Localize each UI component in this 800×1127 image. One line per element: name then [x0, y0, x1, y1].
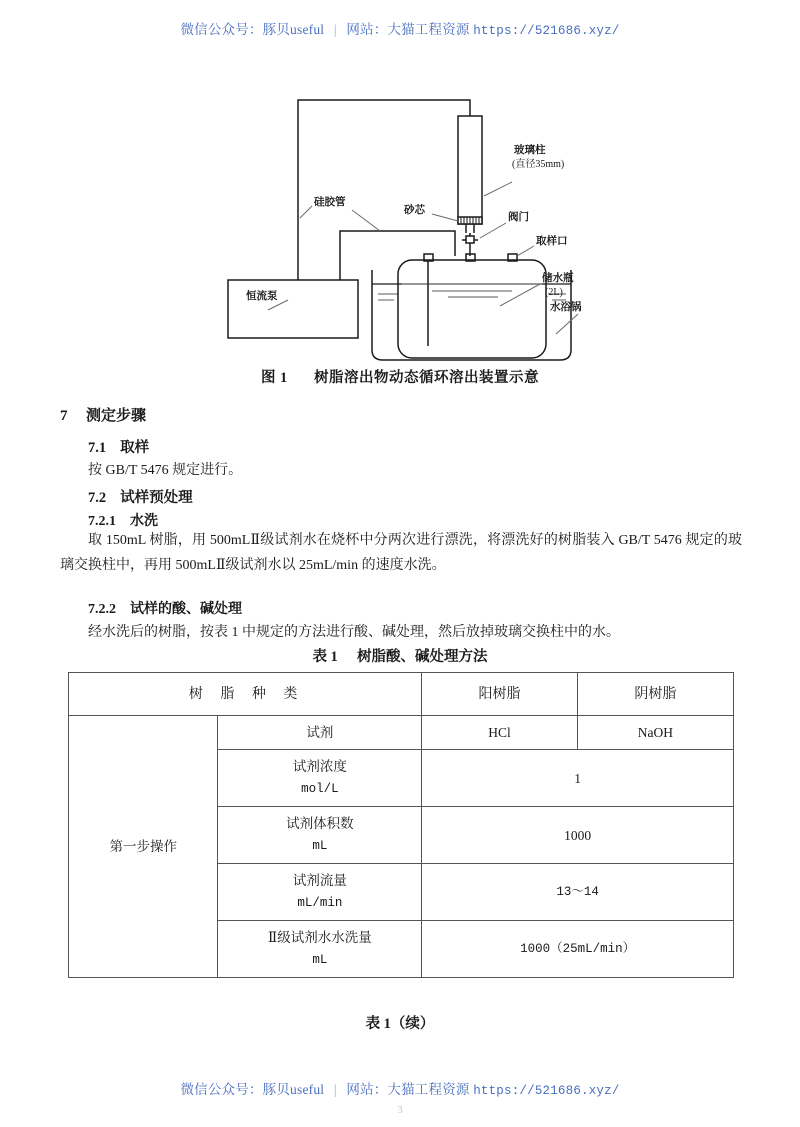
bottle-water-lines — [402, 284, 542, 297]
cell-param-concentration — [218, 750, 422, 807]
section-heading-7-1 — [88, 436, 149, 457]
watermark-separator: | — [333, 1082, 337, 1097]
section-72-title: 试样预处理 — [120, 490, 193, 506]
footer-watermark — [0, 1078, 800, 1098]
resin-treatment-table — [68, 672, 734, 978]
watermark-separator: | — [333, 22, 337, 37]
param-unit: mL — [312, 839, 328, 853]
paragraph-7-1: 按 GB/T 5476 规定进行。 — [88, 463, 243, 478]
cell-value-flowrate: 13～14 — [422, 864, 734, 921]
page-number: 3 — [397, 1104, 403, 1116]
param-name: 试剂体积数 — [286, 816, 354, 831]
table-row — [69, 716, 734, 750]
param-name: Ⅱ级试剂水水洗量 — [268, 930, 372, 945]
watermark-wechat: 微信公众号：豚贝useful — [180, 1082, 325, 1097]
param-unit: mL/min — [297, 896, 343, 910]
section-721-number: 7.2.1 — [88, 514, 116, 529]
section-heading-7-2 — [88, 486, 193, 507]
param-unit: mol/L — [301, 782, 339, 796]
label-water-bottle: 储水瓶 — [542, 273, 574, 284]
figure-caption-text: 树脂溶出物动态循环溶出装置示意 — [314, 370, 540, 386]
cell-param-flowrate — [218, 864, 422, 921]
param-unit: mL — [312, 953, 328, 967]
cell-param-rinse — [218, 921, 422, 978]
watermark-url: https://521686.xyz/ — [473, 24, 620, 38]
watermark-wechat: 微信公众号：豚贝useful — [180, 22, 325, 37]
watermark-site: 网站：大猫工程资源 — [346, 22, 470, 37]
section-heading-7-2-1 — [88, 510, 158, 530]
pump-body — [228, 280, 358, 338]
table-title — [0, 645, 800, 666]
paragraph-7-2-1: 取 150mL 树脂，用 500mLⅡ级试剂水在烧杯中分两次进行漂洗，将漂洗好的树脂装入 GB/T 5476 规定的玻璃交换柱中，再用 500mLⅡ级试剂水以 25mL/min 的速度水洗。 — [60, 533, 742, 573]
cell-value-rinse: 1000（25mL/min） — [422, 921, 734, 978]
header-anion-resin: 阴树脂 — [577, 673, 733, 716]
label-pump: 恒流泵 — [246, 291, 278, 302]
cell-param-volume — [218, 807, 422, 864]
param-name: 试剂浓度 — [292, 759, 347, 774]
storage-bottle-body — [398, 260, 546, 358]
figure-caption — [0, 366, 800, 387]
param-name: 试剂流量 — [292, 873, 347, 888]
cell-value-concentration: 1 — [422, 750, 734, 807]
section-heading-7-2-2 — [88, 598, 242, 618]
section-72-number: 7.2 — [88, 490, 107, 506]
watermark-url: https://521686.xyz/ — [473, 1084, 620, 1098]
section-722-title: 试样的酸、碱处理 — [130, 602, 242, 617]
table-title-text: 树脂酸、碱处理方法 — [357, 649, 488, 665]
label-water-bottle-sub: (2L) — [545, 287, 563, 298]
cell-value-volume: 1000 — [422, 807, 734, 864]
label-sand-core: 砂芯 — [404, 205, 425, 216]
sand-core-hatch — [461, 217, 479, 224]
label-valve: 阀门 — [508, 212, 529, 223]
cell-anion-reagent: NaOH — [577, 716, 733, 750]
cell-param-reagent: 试剂 — [218, 716, 422, 750]
table-header-row — [69, 673, 734, 716]
paragraph-7-2-2: 经水洗后的树脂，按表 1 中规定的方法进行酸、碱处理，然后放掉玻璃交换柱中的水。 — [88, 625, 620, 640]
valve-symbol — [462, 233, 478, 256]
section-heading-7 — [60, 404, 146, 425]
label-silicone-tube: 硅胶管 — [314, 197, 346, 208]
table-title-prefix: 表 1 — [312, 649, 338, 665]
watermark-site: 网站：大猫工程资源 — [346, 1082, 470, 1097]
section-7-title: 测定步骤 — [86, 408, 147, 424]
header-resin-type: 树 脂 种 类 — [69, 673, 422, 716]
section-722-number: 7.2.2 — [88, 602, 116, 617]
section-721-title: 水洗 — [130, 514, 158, 529]
tube-upper-path — [298, 100, 470, 208]
header-cation-resin: 阳树脂 — [422, 673, 577, 716]
label-sampling-port: 取样口 — [536, 236, 568, 247]
figure-caption-prefix: 图 1 — [260, 370, 288, 386]
cell-step-label: 第一步操作 — [69, 716, 218, 978]
header-watermark — [0, 18, 800, 38]
cell-cation-reagent: HCl — [422, 716, 577, 750]
section-7-number: 7 — [60, 408, 68, 424]
label-glass-column: 玻璃柱 — [514, 145, 546, 156]
section-71-title: 取样 — [120, 440, 150, 456]
label-water-bath: 水浴锅 — [550, 302, 582, 313]
label-glass-column-sub: (直径35mm) — [512, 159, 565, 170]
apparatus-svg — [0, 88, 800, 388]
table-continued-title: 表 1（续） — [365, 1016, 435, 1032]
glass-column-body — [458, 116, 482, 224]
apparatus-diagram — [0, 88, 800, 388]
section-71-number: 7.1 — [88, 440, 107, 456]
